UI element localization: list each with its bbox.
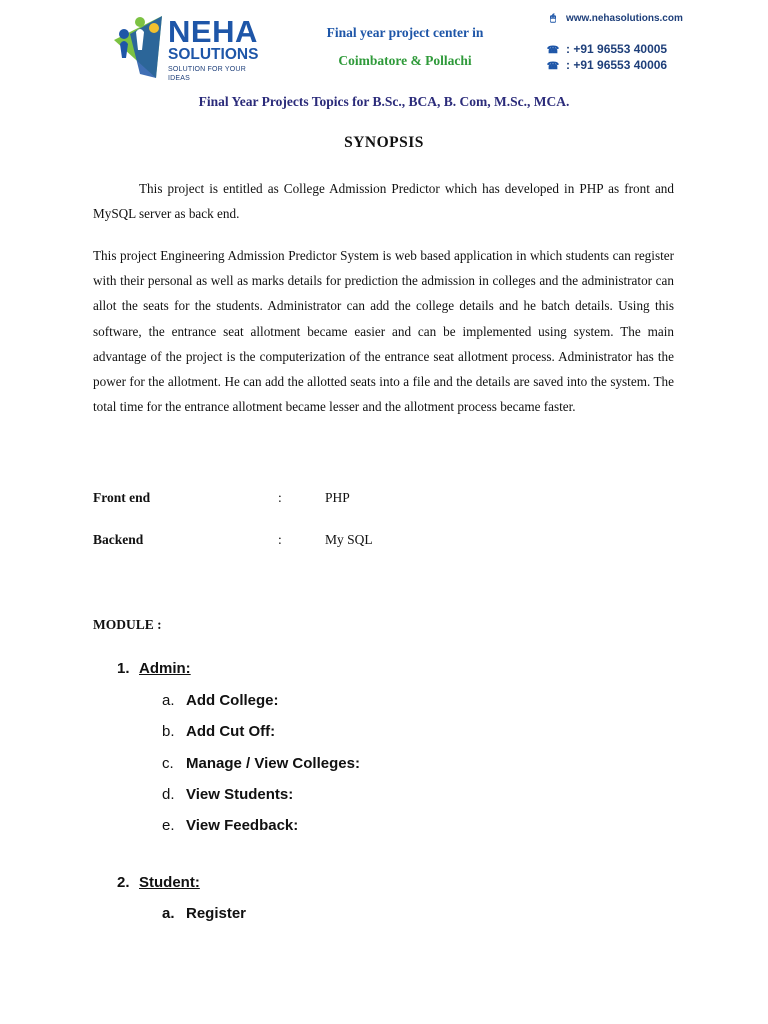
- website-contact: [546, 13, 683, 24]
- list-item-text: View Feedback:: [186, 817, 299, 834]
- list-item-text: Manage / View Colleges:: [186, 755, 360, 772]
- list-item: [162, 817, 298, 834]
- description-paragraph: This project Engineering Admission Predictor System is web based application in which students can register with their personal as well as marks details for prediction the admission in colleges and the administrator can allot the seats for the students. Administrator can add the college details and he batch details. Using this software, the entrance seat allotment became easier and can be implemented using system. The main advantage of the project is the computerization of the entrance seat allotment process. Administrator has the power for the allotment. He can add the allotted seats into a file and the details are saved into the system. The total time for the entrance allotment became lesser and the allotment process became faster.: [93, 248, 674, 415]
- section-label: Admin:: [139, 660, 191, 677]
- list-item-letter: c.: [162, 755, 174, 772]
- front-end-colon: :: [278, 490, 282, 505]
- list-item: [162, 692, 279, 709]
- list-item-text: Register: [186, 905, 247, 922]
- section-number: 2.: [117, 874, 130, 891]
- list-item-letter: d.: [162, 786, 175, 803]
- header-center-line-2: Coimbatore & Pollachi: [338, 53, 472, 68]
- list-item-letter: a.: [162, 692, 175, 709]
- list-item-text: View Students:: [186, 786, 294, 803]
- phone-number-2: : +91 96553 40006: [566, 58, 668, 72]
- front-end-value: PHP: [325, 490, 350, 505]
- phone-icon: ☎: [546, 45, 560, 56]
- logo-title: NEHA: [168, 14, 258, 49]
- header-center-line-1: Final year project center in: [326, 25, 484, 40]
- module-heading: MODULE :: [93, 617, 162, 632]
- people-logo-icon: [110, 14, 168, 80]
- list-item-letter: a.: [162, 905, 175, 922]
- module-section-admin: [117, 660, 191, 677]
- list-item: [162, 723, 275, 740]
- company-logo: [110, 14, 270, 80]
- phone-contact-2: [546, 58, 667, 72]
- mouse-icon: 🖱: [550, 13, 556, 24]
- list-item-letter: b.: [162, 723, 175, 740]
- backend-value: My SQL: [325, 532, 373, 547]
- list-item-text: Add College:: [186, 692, 279, 709]
- section-number: 1.: [117, 660, 130, 677]
- section-label: Student:: [139, 874, 200, 891]
- list-item-letter: e.: [162, 817, 175, 834]
- list-item: [162, 905, 246, 922]
- intro-paragraph: This project is entitled as College Admission Predictor which has developed in PHP as front and MySQL server as back end.: [93, 181, 674, 222]
- backend-colon: :: [278, 532, 282, 547]
- module-section-student: [117, 874, 200, 891]
- list-item: [162, 786, 293, 803]
- document-title: SYNOPSIS: [344, 134, 424, 151]
- phone-icon: ☎: [546, 61, 560, 72]
- list-item: [162, 755, 360, 772]
- backend-label: Backend: [93, 532, 144, 547]
- website-link[interactable]: www.nehasolutions.com: [566, 13, 683, 24]
- front-end-label: Front end: [93, 490, 151, 505]
- phone-number-1: : +91 96553 40005: [566, 42, 668, 56]
- phone-contact-1: [546, 42, 667, 56]
- logo-tagline: SOLUTION FOR YOUR IDEAS: [168, 66, 246, 82]
- list-item-text: Add Cut Off:: [186, 723, 276, 740]
- project-topics-line: Final Year Projects Topics for B.Sc., BCA, B. Com, M.Sc., MCA.: [198, 94, 570, 109]
- logo-subtitle: SOLUTIONS: [168, 46, 259, 63]
